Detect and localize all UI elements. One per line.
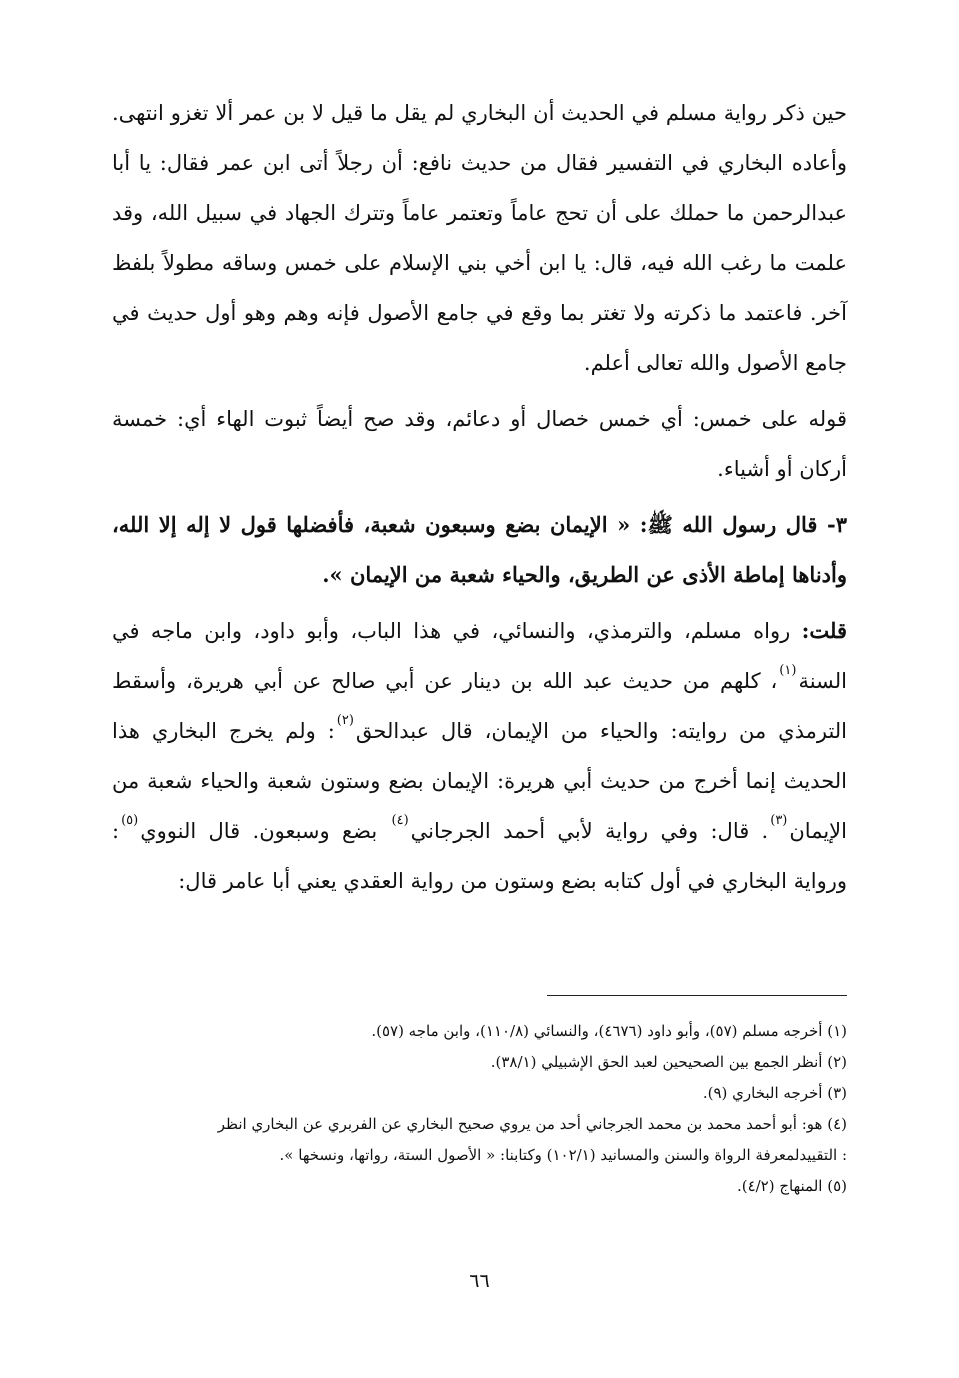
footnote-1: (١) أخرجه مسلم (٥٧)، وأبو داود (٤٦٧٦)، والنسائي (١١٠/٨)، وابن ماجه (٥٧). (371, 1022, 847, 1040)
paragraph-1: حين ذكر رواية مسلم في الحديث أن البخاري لم يقل ما قيل لا بن عمر ألا تغزو انتهى. وأعاده البخاري في التفسير فقال من حديث نافع: أن رجلاً أتى ابن عمر فقال: يا أبا عبدالرحمن ما حملك على أن تحج عاماً وتعتمر عاماً وتترك الجهاد في سبيل الله، وقد علمت ما رغب الله فيه، قال: يا ابن أخي بني الإسلام على خمس وساقه مطولاً بلفظ آخر. فاعتمد ما ذكرته ولا تغتر بما وقع في جامع الأصول فإنه وهم وهو أول حديث في جامع الأصول والله تعالى أعلم. (112, 101, 847, 375)
main-text (112, 88, 847, 906)
footnote-ref-1[interactable]: (١) (779, 663, 797, 678)
paragraph-3-part-e: بضع وسبعون. قال النووي (140, 819, 390, 843)
paragraph-3-part-b: ، كلهم من حديث عبد الله بن دينار عن أبي صالح عن أبي هريرة، وأسقط الترمذي من روايته: والحياء من الإيمان، قال عبدالحق (112, 669, 848, 743)
qultu-label: قلت: (801, 618, 847, 643)
paragraph-3-part-c: : ولم يخرج البخاري هذا الحديث إنما أخرج من حديث أبي هريرة: الإيمان بضع وستون شعبة والحياء شعبة من الإيمان (112, 719, 847, 843)
footnotes-section (80, 1016, 847, 1202)
footnote-divider (547, 995, 847, 996)
footnote-ref-4[interactable]: (٤) (391, 813, 409, 828)
paragraph-3 (112, 606, 847, 906)
footnote-ref-5[interactable]: (٥) (121, 813, 139, 828)
hadith-text: ٣- قال رسول الله ﷺ: « الإيمان بضع وسبعون شعبة، فأفضلها قول لا إله إلا الله، وأدناها إماطة الأذى عن الطريق، والحياء شعبة من الإيمان ». (112, 512, 847, 587)
footnote-5: (٥) المنهاج (٤/٢). (736, 1177, 847, 1195)
footnote-3: (٣) أخرجه البخاري (٩). (702, 1084, 847, 1102)
footnote-ref-3[interactable]: (٣) (770, 813, 788, 828)
paragraph-3-part-a: رواه مسلم، والترمذي، والنسائي، في هذا الباب، وأبو داود، وابن ماجه في السنة (112, 619, 847, 693)
footnote-ref-2[interactable]: (٢) (336, 713, 354, 728)
paragraph-3-part-f: : ورواية البخاري في أول كتابه بضع وستون من رواية العقدي يعني أبا عامر قال: (112, 819, 847, 893)
footnote-2: (٢) أنظر الجمع بين الصحيحين لعبد الحق الإشبيلي (٣٨/١). (490, 1053, 847, 1071)
paragraph-3-part-d: . قال: وفي رواية لأبي أحمد الجرجاني (410, 819, 769, 843)
footnote-4-continuation: : التقييدلمعرفة الرواة والسنن والمسانيد (١٠٢/١) وكتابنا: « الأصول الستة، رواتها، ونسخها ». (279, 1146, 847, 1164)
page-number: ٦٦ (469, 1270, 490, 1292)
footnote-4: (٤) هو: أبو أحمد محمد بن محمد الجرجاني أحد من يروي صحيح البخاري عن الفربري عن البخاري انظر (217, 1115, 847, 1133)
paragraph-2: قوله على خمس: أي خمس خصال أو دعائم، وقد صح أيضاً ثبوت الهاء أي: خمسة أركان أو أشياء. (112, 407, 847, 481)
